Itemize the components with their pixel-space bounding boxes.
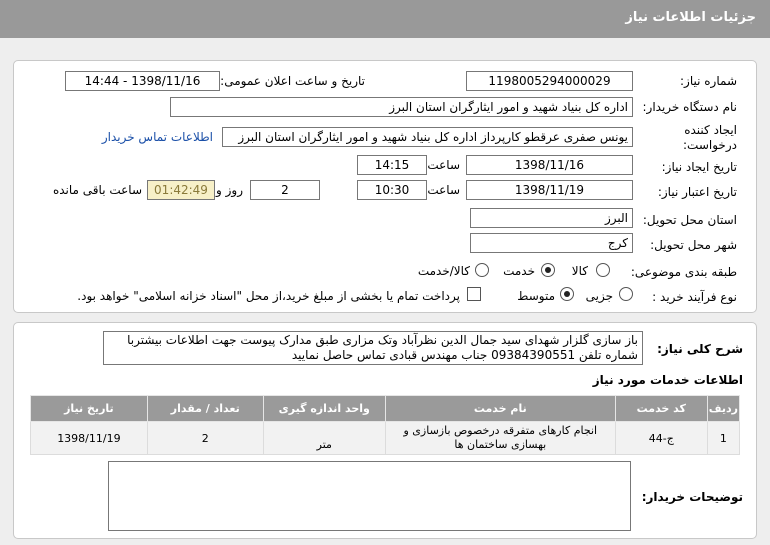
creator-label: ایجاد کننده درخواست:: [683, 123, 737, 152]
category-radio-goods[interactable]: [596, 263, 610, 277]
process-option-medium: متوسط: [517, 289, 555, 303]
buyer-org-field[interactable]: اداره کل بنیاد شهید و امور ایثارگران استان البرز: [170, 97, 633, 117]
services-title: اطلاعات خدمات مورد نیاز: [592, 373, 743, 387]
cell-need-date: 1398/11/19: [31, 422, 148, 455]
buyer-notes-label: توضیحات خریدار:: [641, 490, 743, 504]
process-radio-medium[interactable]: [560, 287, 574, 301]
cell-quantity: 2: [147, 422, 263, 455]
buyer-contact-link[interactable]: اطلاعات تماس خریدار: [101, 130, 213, 144]
remaining-time-field: 01:42:49: [147, 180, 215, 200]
col-service-name: نام خدمت: [385, 396, 615, 422]
category-radio-service[interactable]: [541, 263, 555, 277]
announce-label: تاریخ و ساعت اعلان عمومی:: [220, 74, 365, 88]
validity-time-label: ساعت: [427, 183, 460, 197]
treasury-payment-note: پرداخت تمام یا بخشی از مبلغ خرید،از محل "اسناد خزانه اسلامی" خواهد بود.: [77, 289, 460, 303]
cell-service-code: ج-44: [615, 422, 707, 455]
remaining-days-field[interactable]: 2: [250, 180, 320, 200]
page-header: [0, 0, 770, 38]
category-label: طبقه بندی موضوعی:: [630, 265, 737, 279]
remaining-label: ساعت باقی مانده: [52, 183, 142, 197]
process-radio-minor[interactable]: [619, 287, 633, 301]
city-field[interactable]: کرج: [470, 233, 633, 253]
treasury-payment-checkbox[interactable]: [467, 287, 481, 301]
created-time-label: ساعت: [427, 158, 460, 172]
process-option-minor: جزیی: [585, 289, 613, 303]
days-label: روز و: [216, 183, 243, 197]
cell-service-name: انجام کارهای متفرقه درخصوص بازسازی و بهسازی ساختمان ها: [385, 422, 615, 455]
col-quantity: تعداد / مقدار: [147, 396, 263, 422]
buyer-org-label: نام دستگاه خریدار:: [642, 100, 737, 114]
created-date-field[interactable]: 1398/11/16: [466, 155, 633, 175]
created-time-field[interactable]: 14:15: [357, 155, 427, 175]
cell-unit: متر: [263, 422, 385, 455]
page-title: جزئیات اطلاعات نیاز: [625, 10, 756, 25]
col-unit: واحد اندازه گیری: [263, 396, 385, 422]
description-text: باز سازی گلزار شهدای سید جمال الدین نظرآباد وتک مزاری طبق مدارک پیوست جهت اطلاعات بیشتربا شماره تلفن 09384390551 جناب مهندس قبادی تماس حاصل نمایید: [103, 331, 643, 365]
table-row: [31, 422, 740, 455]
services-table: [30, 395, 740, 455]
need-number-field[interactable]: 1198005294000029: [466, 71, 633, 91]
created-date-label: تاریخ ایجاد نیاز:: [661, 160, 737, 174]
cell-row-number: 1: [707, 422, 739, 455]
validity-date-label: تاریخ اعتبار نیاز:: [657, 185, 737, 199]
category-option-service: خدمت: [503, 264, 535, 278]
creator-field[interactable]: یونس صفری عرقطو کارپرداز اداره کل بنیاد شهید و امور ایثارگران استان البرز: [222, 127, 633, 147]
province-field[interactable]: البرز: [470, 208, 633, 228]
need-number-label: شماره نیاز:: [680, 74, 737, 88]
city-label: شهر محل تحویل:: [650, 238, 737, 252]
validity-time-field[interactable]: 10:30: [357, 180, 427, 200]
col-need-date: تاریخ نیاز: [31, 396, 148, 422]
province-label: استان محل تحویل:: [642, 213, 737, 227]
announce-datetime-field[interactable]: 1398/11/16 - 14:44: [65, 71, 220, 91]
category-radio-goods-service[interactable]: [475, 263, 489, 277]
validity-date-field[interactable]: 1398/11/19: [466, 180, 633, 200]
description-label: شرح کلی نیاز:: [657, 342, 743, 356]
col-row-number: ردیف: [707, 396, 739, 422]
category-option-goods: کالا: [571, 264, 588, 278]
buyer-notes-field[interactable]: [108, 461, 631, 531]
col-service-code: کد خدمت: [615, 396, 707, 422]
process-label: نوع فرآیند خرید :: [652, 290, 737, 304]
category-option-goods-service: کالا/خدمت: [417, 264, 470, 278]
